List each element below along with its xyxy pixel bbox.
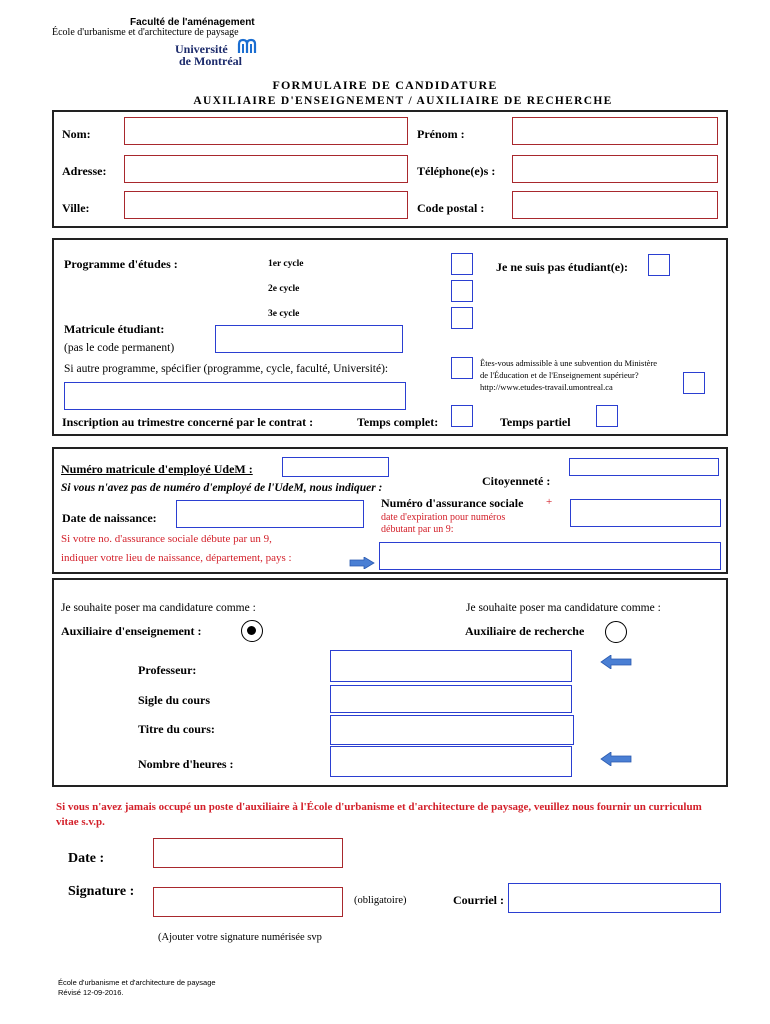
temps-partiel-checkbox[interactable] xyxy=(596,405,618,427)
citoyennete-field[interactable] xyxy=(569,458,719,476)
aux-recherche-radio[interactable] xyxy=(605,621,627,643)
courriel-label: Courriel : xyxy=(453,893,504,907)
adresse-field[interactable] xyxy=(124,155,408,183)
nom-label: Nom: xyxy=(62,127,91,141)
sigle-field[interactable] xyxy=(330,685,572,713)
nom-field[interactable] xyxy=(124,117,408,145)
cycle3-checkbox[interactable] xyxy=(451,307,473,329)
cycle1-checkbox[interactable] xyxy=(451,253,473,275)
nas-label: Numéro d'assurance sociale xyxy=(381,496,524,510)
prenom-label: Prénom : xyxy=(417,127,465,141)
subvention-checkbox[interactable] xyxy=(683,372,705,394)
autre-programme-field[interactable] xyxy=(64,382,406,410)
obligatoire-label: (obligatoire) xyxy=(354,895,407,906)
nas-note-line1: date d'expiration pour numéros xyxy=(381,512,506,523)
cv-note: Si vous n'avez jamais occupé un poste d'auxiliaire à l'École d'urbanisme et d'architecture de paysage, veuillez nous fournir un curriculum vitae s.v.p. xyxy=(56,801,702,828)
matricule-employe-field[interactable] xyxy=(282,457,389,477)
ville-label: Ville: xyxy=(62,201,90,215)
univ-line2: de Montréal xyxy=(179,54,242,68)
aux-recherche-label: Auxiliaire de recherche xyxy=(465,624,585,638)
signature-label: Signature : xyxy=(68,884,135,899)
titre-field[interactable] xyxy=(330,715,574,745)
heures-label: Nombre d'heures : xyxy=(138,757,234,771)
not-student-label: Je ne suis pas étudiant(e): xyxy=(496,260,629,274)
nas9-line2: indiquer votre lieu de naissance, département, pays : xyxy=(61,552,292,564)
programme-label: Programme d'études : xyxy=(64,257,178,271)
univ-line1: Université xyxy=(175,42,228,56)
udem-logo-icon xyxy=(237,38,257,54)
subvention-line1: Êtes-vous admissible à une subvention du Ministère xyxy=(480,358,658,368)
ville-field[interactable] xyxy=(124,191,408,219)
souhaite-right-label: Je souhaite poser ma candidature comme : xyxy=(466,602,661,614)
courriel-field[interactable] xyxy=(508,883,721,913)
date-field[interactable] xyxy=(153,838,343,868)
signature-field[interactable] xyxy=(153,887,343,917)
cycle2-label: 2e cycle xyxy=(268,284,300,294)
aux-enseignement-label: Auxiliaire d'enseignement : xyxy=(61,624,202,638)
citoyennete-label: Citoyenneté : xyxy=(482,474,551,488)
form-title-line1: FORMULAIRE DE CANDIDATURE xyxy=(272,78,498,92)
arrow-right-icon xyxy=(349,557,375,569)
temps-complet-label: Temps complet: xyxy=(357,415,439,429)
matricule-field[interactable] xyxy=(215,325,403,353)
footer-line2: Révisé 12-09-2016. xyxy=(58,988,124,997)
date-naissance-field[interactable] xyxy=(176,500,364,528)
faculty-name: Faculté de l'aménagement xyxy=(130,17,255,28)
nas-field[interactable] xyxy=(570,499,721,527)
matricule-note: (pas le code permanent) xyxy=(64,342,175,354)
nas-plus: + xyxy=(546,496,553,508)
professeur-label: Professeur: xyxy=(138,663,197,677)
heures-field[interactable] xyxy=(330,746,572,777)
form-title-line2: AUXILIAIRE D'ENSEIGNEMENT / AUXILIAIRE DE RECHERCHE xyxy=(193,95,613,107)
university-logo xyxy=(175,42,265,70)
souhaite-left-label: Je souhaite poser ma candidature comme : xyxy=(61,602,256,614)
temps-complet-checkbox[interactable] xyxy=(451,405,473,427)
telephone-field[interactable] xyxy=(512,155,718,183)
inscription-label: Inscription au trimestre concerné par le contrat : xyxy=(62,415,314,429)
adresse-label: Adresse: xyxy=(62,164,107,178)
nas9-line1: Si votre no. d'assurance sociale débute par un 9, xyxy=(61,533,272,545)
temps-partiel-label: Temps partiel xyxy=(500,415,571,429)
radio-selected-dot xyxy=(247,626,256,635)
signature-note: (Ajouter votre signature numérisée svp xyxy=(158,932,322,943)
cycle2-checkbox[interactable] xyxy=(451,280,473,302)
date-naissance-label: Date de naissance: xyxy=(62,511,157,525)
code-postal-label: Code postal : xyxy=(417,201,485,215)
subvention-line2: de l'Éducation et de l'Enseignement supérieur? xyxy=(480,370,639,380)
prenom-field[interactable] xyxy=(512,117,718,145)
matricule-label: Matricule étudiant: xyxy=(64,322,165,336)
telephone-label: Téléphone(e)s : xyxy=(417,164,496,178)
nas-note-line2: débutant par un 9: xyxy=(381,524,454,535)
not-student-checkbox[interactable] xyxy=(648,254,670,276)
footer-line1: École d'urbanisme et d'architecture de paysage xyxy=(58,978,216,987)
cycle1-label: 1er cycle xyxy=(268,259,304,269)
arrow-left-icon xyxy=(600,655,632,669)
sigle-label: Sigle du cours xyxy=(138,693,211,707)
subvention-line3: http://www.etudes-travail.umontreal.ca xyxy=(480,382,613,392)
autre-programme-label: Si autre programme, spécifier (programme, cycle, faculté, Université): xyxy=(64,363,389,375)
autre-programme-checkbox[interactable] xyxy=(451,357,473,379)
cycle3-label: 3e cycle xyxy=(268,309,300,319)
matricule-employe-label: Numéro matricule d'employé UdeM : xyxy=(61,462,253,476)
no-matricule-note: Si vous n'avez pas de numéro d'employé de l'UdeM, nous indiquer : xyxy=(61,482,383,494)
date-label: Date : xyxy=(68,851,105,866)
arrow-left-icon xyxy=(600,752,632,766)
code-postal-field[interactable] xyxy=(512,191,718,219)
aux-enseignement-radio[interactable] xyxy=(241,620,263,642)
titre-label: Titre du cours: xyxy=(138,722,215,736)
professeur-field[interactable] xyxy=(330,650,572,682)
lieu-naissance-field[interactable] xyxy=(379,542,721,570)
school-name: École d'urbanisme et d'architecture de paysage xyxy=(52,27,239,38)
